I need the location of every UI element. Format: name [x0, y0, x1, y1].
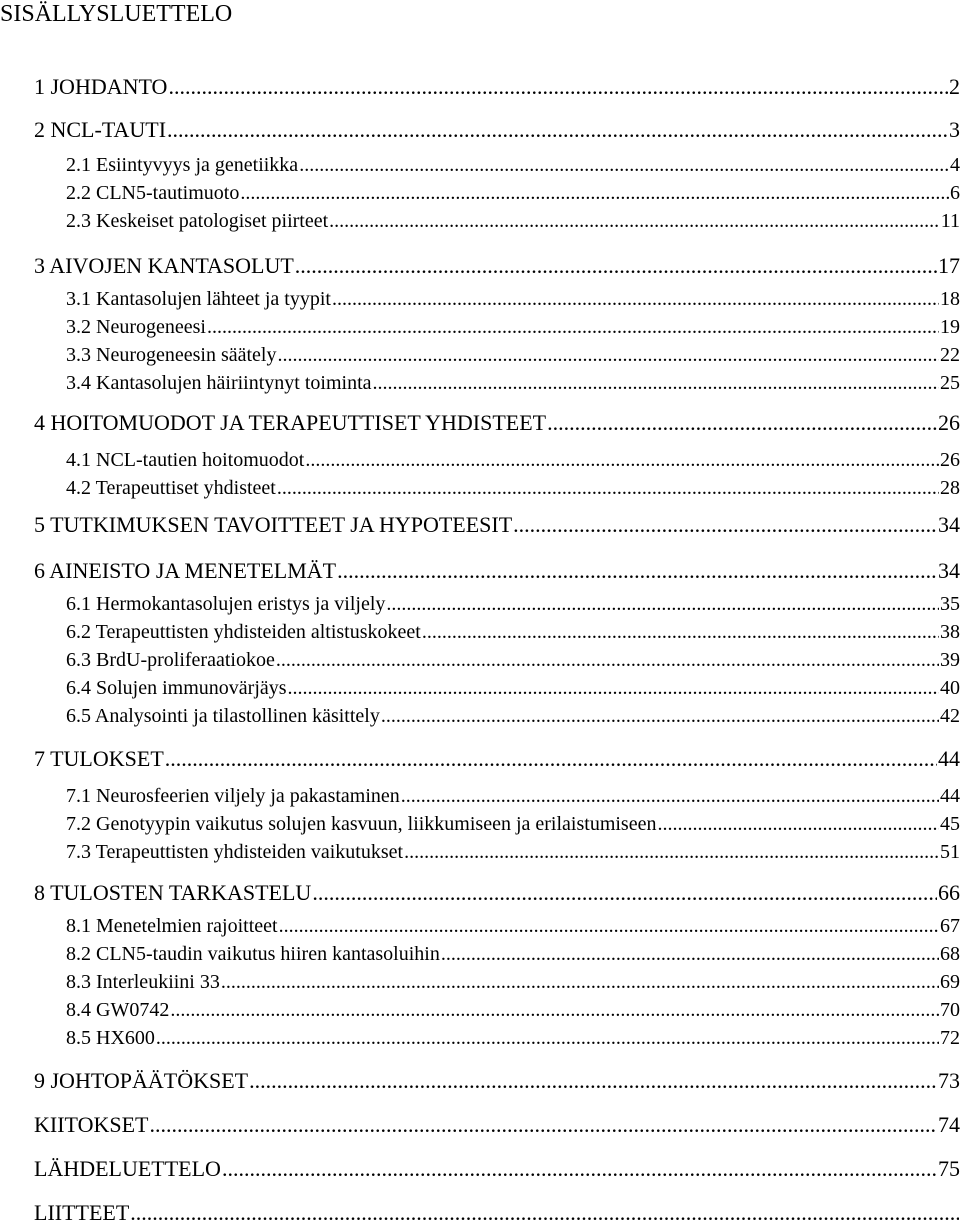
toc-entry[interactable]: [66, 371, 960, 395]
toc-entry[interactable]: [34, 512, 960, 538]
toc-entry-page-number: 2: [949, 74, 960, 99]
toc-entry-label: 8.5 HX600: [66, 1027, 155, 1049]
toc-entry-leader: [168, 74, 948, 100]
toc-entry-label: 6.2 Terapeuttisten yhdisteiden altistuskokeet: [66, 621, 421, 643]
toc-entry[interactable]: [66, 970, 960, 994]
toc-entry-page-number: 39: [940, 649, 960, 671]
toc-entry-leader: [295, 253, 937, 279]
toc-entry-label: 3.2 Neurogeneesi: [66, 316, 206, 338]
toc-entry[interactable]: [66, 181, 960, 205]
toc-entry[interactable]: [34, 558, 960, 584]
toc-entry-page-number: 70: [940, 999, 960, 1021]
toc-entry[interactable]: [66, 914, 960, 938]
toc-entry[interactable]: [66, 315, 960, 339]
toc-entry-page-number: 22: [940, 344, 960, 366]
toc-entry-page-number: 25: [940, 372, 960, 394]
toc-entry-leader: [249, 1068, 937, 1094]
toc-entry-page-number: 42: [940, 705, 960, 727]
toc-entry[interactable]: [66, 287, 960, 311]
toc-entry-leader: [130, 1200, 959, 1226]
toc-entry-page-number: 45: [940, 813, 960, 835]
toc-entry-page-number: 74: [938, 1112, 960, 1137]
toc-entry[interactable]: [66, 209, 960, 233]
toc-entry-label: 7.1 Neurosfeerien viljely ja pakastaminen: [66, 785, 400, 807]
toc-entry-page-number: 11: [940, 210, 960, 232]
toc-entry[interactable]: [66, 648, 960, 672]
toc-entry-label: LIITTEET: [34, 1200, 130, 1225]
toc-entry[interactable]: [66, 784, 960, 808]
toc-entry-leader: [222, 1156, 937, 1182]
toc-entry-leader: [288, 676, 939, 700]
toc-entry-label: LÄHDELUETTELO: [34, 1156, 221, 1181]
toc-entry-leader: [170, 998, 939, 1022]
toc-entry[interactable]: [34, 1112, 960, 1138]
toc-entry-label: 8.3 Interleukiini 33: [66, 971, 220, 993]
toc-entry[interactable]: [66, 676, 960, 700]
toc-entry-label: 2.1 Esiintyvyys ja genetiikka: [66, 154, 299, 176]
toc-entry[interactable]: [66, 998, 960, 1022]
toc-entry-label: 8.1 Menetelmien rajoitteet: [66, 915, 278, 937]
toc-entry-leader: [240, 181, 949, 205]
toc-entry-leader: [373, 371, 939, 395]
toc-entry-page-number: 17: [938, 253, 960, 278]
toc-entry[interactable]: [34, 253, 960, 279]
toc-entry-leader: [401, 784, 939, 808]
toc-entry-page-number: 38: [940, 621, 960, 643]
toc-entry-leader: [156, 1026, 939, 1050]
toc-entry-label: 2 NCL-TAUTI: [34, 117, 167, 142]
toc-entry-leader: [279, 914, 939, 938]
toc-entry-page-number: 75: [938, 1156, 960, 1181]
toc-entry[interactable]: [66, 153, 960, 177]
toc-entry-leader: [337, 558, 937, 584]
toc-entry-leader: [299, 153, 949, 177]
toc-entry[interactable]: [66, 476, 960, 500]
toc-entry-page-number: 26: [940, 449, 960, 471]
toc-entry-label: 5 TUTKIMUKSEN TAVOITTEET JA HYPOTEESIT: [34, 512, 513, 537]
toc-entry-label: 7 TULOKSET: [34, 746, 164, 771]
toc-entry-label: 8.2 CLN5-taudin vaikutus hiiren kantasoluihin: [66, 943, 440, 965]
toc-entry[interactable]: [66, 592, 960, 616]
toc-entry-leader: [513, 512, 937, 538]
toc-entry-leader: [305, 448, 939, 472]
toc-entry-label: 6.5 Analysointi ja tilastollinen käsittely: [66, 705, 380, 727]
toc-entry-page-number: 6: [950, 182, 960, 204]
toc-entry[interactable]: [66, 448, 960, 472]
toc-entry-leader: [441, 942, 939, 966]
toc-entry-leader: [149, 1112, 937, 1138]
toc-entry-label: 6.4 Solujen immunovärjäys: [66, 677, 287, 699]
toc-entry-page-number: 73: [938, 1068, 960, 1093]
toc-entry-page-number: 66: [938, 880, 960, 905]
toc-entry[interactable]: [34, 117, 960, 143]
toc-entry-label: 4 HOITOMUODOT JA TERAPEUTTISET YHDISTEET: [34, 410, 547, 435]
toc-entry[interactable]: [34, 746, 960, 772]
toc-entry-page-number: 28: [940, 477, 960, 499]
toc-entry-label: 9 JOHTOPÄÄTÖKSET: [34, 1068, 249, 1093]
toc-entry-leader: [381, 704, 939, 728]
toc-entry-label: 2.3 Keskeiset patologiset piirteet: [66, 210, 329, 232]
toc-entry-label: 7.2 Genotyypin vaikutus solujen kasvuun, liikkumiseen ja erilaistumiseen: [66, 813, 657, 835]
toc-entry-leader: [386, 592, 939, 616]
toc-entry-leader: [332, 287, 939, 311]
toc-entry-page-number: 72: [940, 1027, 960, 1049]
toc-entry-leader: [207, 315, 939, 339]
toc-entry-label: KIITOKSET: [34, 1112, 149, 1137]
toc-entry[interactable]: [66, 620, 960, 644]
toc-entry-label: 7.3 Terapeuttisten yhdisteiden vaikutukset: [66, 841, 404, 863]
toc-title: SISÄLLYSLUETTELO: [0, 1, 233, 27]
toc-entry-label: 8 TULOSTEN TARKASTELU: [34, 880, 312, 905]
toc-entry-leader: [422, 620, 939, 644]
toc-entry-page-number: 34: [938, 558, 960, 583]
toc-entry-leader: [221, 970, 939, 994]
toc-entry-page-number: 44: [940, 785, 960, 807]
toc-entry[interactable]: [66, 812, 960, 836]
toc-entry-page-number: 19: [940, 316, 960, 338]
toc-entry-page-number: 26: [938, 410, 960, 435]
toc-entry-label: 3.1 Kantasolujen lähteet ja tyypit: [66, 288, 331, 310]
toc-entry-leader: [276, 648, 939, 672]
toc-entry-leader: [277, 476, 939, 500]
toc-entry-label: 4.2 Terapeuttiset yhdisteet: [66, 477, 276, 499]
toc-entry-label: 6.3 BrdU-proliferaatiokoe: [66, 649, 275, 671]
toc-entry-page-number: 67: [940, 915, 960, 937]
toc-entry[interactable]: [66, 704, 960, 728]
toc-entry[interactable]: [66, 1026, 960, 1050]
toc-entry-page-number: 35: [940, 593, 960, 615]
toc-entry-page-number: 44: [938, 746, 960, 771]
toc-entry-label: 8.4 GW0742: [66, 999, 170, 1021]
toc-entry[interactable]: [34, 880, 960, 906]
toc-entry-leader: [404, 840, 939, 864]
toc-entry-page-number: 4: [950, 154, 960, 176]
toc-entry-label: 3.3 Neurogeneesin säätely: [66, 344, 277, 366]
toc-entry-leader: [329, 209, 940, 233]
toc-entry-page-number: 51: [940, 841, 960, 863]
toc-entry[interactable]: [34, 1200, 960, 1226]
toc-entry[interactable]: [34, 1156, 960, 1182]
toc-entry-label: 3 AIVOJEN KANTASOLUT: [34, 253, 294, 278]
toc-entry[interactable]: [66, 343, 960, 367]
toc-entry-leader: [312, 880, 937, 906]
toc-entry[interactable]: [66, 840, 960, 864]
toc-entry-label: 2.2 CLN5-tautimuoto: [66, 182, 240, 204]
toc-entry[interactable]: [34, 410, 960, 436]
toc-entry[interactable]: [34, 1068, 960, 1094]
toc-entry-leader: [167, 117, 948, 143]
toc-entry-page-number: 18: [940, 288, 960, 310]
toc-entry-leader: [277, 343, 939, 367]
toc-entry-label: 4.1 NCL-tautien hoitomuodot: [66, 449, 305, 471]
toc-entry-page-number: 69: [940, 971, 960, 993]
toc-entry-leader: [165, 746, 937, 772]
toc-entry-leader: [657, 812, 939, 836]
toc-entry-page-number: 3: [949, 117, 960, 142]
toc-entry-page-number: 68: [940, 943, 960, 965]
toc-entry-label: 1 JOHDANTO: [34, 74, 168, 99]
toc-entry[interactable]: [66, 942, 960, 966]
toc-entry-label: 6 AINEISTO JA MENETELMÄT: [34, 558, 337, 583]
toc-entry-page-number: 40: [940, 677, 960, 699]
toc-entry-page-number: 34: [938, 512, 960, 537]
toc-entry-label: 6.1 Hermokantasolujen eristys ja viljely: [66, 593, 386, 615]
toc-entry-leader: [547, 410, 937, 436]
toc-entry[interactable]: [34, 74, 960, 100]
toc-entry-label: 3.4 Kantasolujen häiriintynyt toiminta: [66, 372, 372, 394]
